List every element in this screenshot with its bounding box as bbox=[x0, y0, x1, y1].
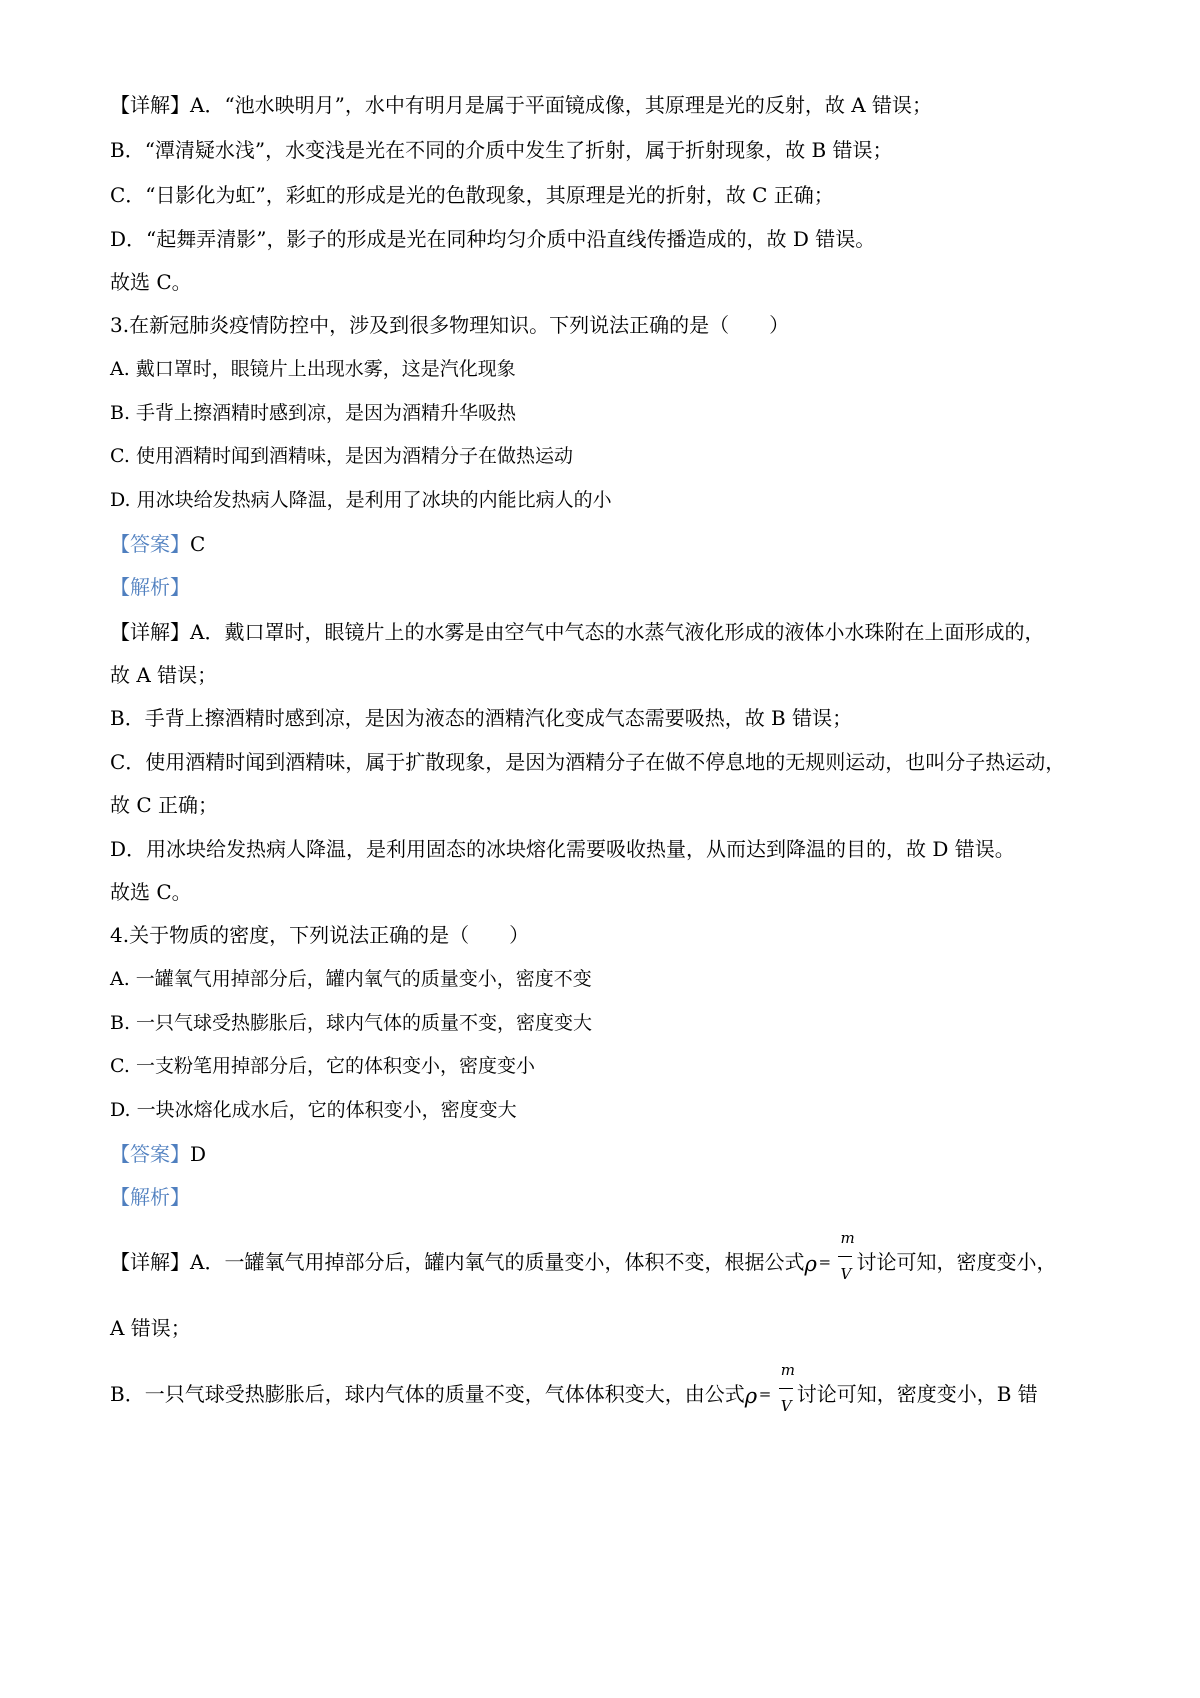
text-segment: 【详解】A．一罐氧气用掉部分后，罐内氧气的质量变小，体积不变，根据公式 bbox=[110, 1250, 805, 1274]
text-line: 故选 C。 bbox=[110, 880, 192, 904]
question-3-stem: 3.在新冠肺炎疫情防控中，涉及到很多物理知识。下列说法正确的是（ ） bbox=[110, 313, 790, 337]
density-formula bbox=[744, 1361, 797, 1415]
fraction-denominator: V bbox=[840, 1265, 852, 1283]
question-4-stem: 4.关于物质的密度，下列说法正确的是（ ） bbox=[110, 923, 530, 947]
option-c: C. 一支粉笔用掉部分后，它的体积变小，密度变小 bbox=[110, 1055, 535, 1077]
text-segment: 讨论可知，密度变小， bbox=[856, 1250, 1057, 1274]
option-d: D. 用冰块给发热病人降温，是利用了冰块的内能比病人的小 bbox=[110, 489, 612, 511]
option-a: A. 戴口罩时，眼镜片上出现水雾，这是汽化现象 bbox=[110, 358, 516, 380]
option-b: B. 手背上擦酒精时感到凉，是因为酒精升华吸热 bbox=[110, 402, 517, 424]
text-line: A 错误； bbox=[110, 1316, 191, 1340]
text-segment: B．一只气球受热膨胀后，球内气体的质量不变，气体体积变大，由公式 bbox=[110, 1382, 745, 1406]
text-line-with-formula bbox=[110, 1229, 1057, 1283]
rho-symbol: ρ bbox=[804, 1252, 817, 1276]
text-line: C．“日影化为虹”，彩虹的形成是光的色散现象，其原理是光的折射，故 C 正确； bbox=[110, 183, 834, 207]
text-line: C．使用酒精时闻到酒精味，属于扩散现象，是因为酒精分子在做不停息地的无规则运动，也叫分子热运动， bbox=[110, 750, 1066, 774]
text-segment: 讨论可知，密度变小，B 错 bbox=[796, 1382, 1038, 1406]
text-line: D．用冰块给发热病人降温，是利用固态的冰块熔化需要吸收热量，从而达到降温的目的，故 D 错误。 bbox=[110, 837, 1015, 861]
option-c: C. 使用酒精时闻到酒精味，是因为酒精分子在做热运动 bbox=[110, 445, 573, 467]
text-line: 故 C 正确； bbox=[110, 793, 219, 817]
answer-line bbox=[110, 1141, 206, 1167]
text-line: 故 A 错误； bbox=[110, 663, 218, 687]
answer-value: C bbox=[190, 532, 206, 556]
equals-sign: = bbox=[818, 1253, 832, 1271]
fraction-numerator: m bbox=[780, 1361, 795, 1379]
text-line: D．“起舞弄清影”，影子的形成是光在同种均匀介质中沿直线传播造成的，故 D 错误。 bbox=[110, 227, 876, 251]
fraction-bar bbox=[779, 1388, 793, 1389]
text-line: B．“潭清疑水浅”，水变浅是光在不同的介质中发生了折射，属于折射现象，故 B 错误； bbox=[110, 138, 893, 162]
answer-line bbox=[110, 531, 205, 557]
equals-sign: = bbox=[758, 1385, 772, 1403]
text-line: B．手背上擦酒精时感到凉，是因为液态的酒精汽化变成气态需要吸热，故 B 错误； bbox=[110, 706, 853, 730]
rho-symbol: ρ bbox=[744, 1384, 758, 1408]
option-b: B. 一只气球受热膨胀后，球内气体的质量不变，密度变大 bbox=[110, 1012, 593, 1034]
analysis-tag: 【解析】 bbox=[110, 1185, 190, 1209]
fraction-numerator: m bbox=[840, 1229, 855, 1247]
answer-value: D bbox=[190, 1142, 207, 1166]
option-d: D. 一块冰熔化成水后，它的体积变小，密度变大 bbox=[110, 1099, 517, 1121]
option-a: A. 一罐氧气用掉部分后，罐内氧气的质量变小，密度不变 bbox=[110, 968, 592, 990]
answer-tag: 【答案】 bbox=[110, 532, 190, 556]
text-line: 【详解】A．戴口罩时，眼镜片上的水雾是由空气中气态的水蒸气液化形成的液体小水珠附在上面形成的， bbox=[110, 620, 1045, 644]
text-line: 【详解】A．“池水映明月”，水中有明月是属于平面镜成像，其原理是光的反射，故 A 错误； bbox=[110, 93, 933, 117]
answer-tag: 【答案】 bbox=[110, 1142, 190, 1166]
text-line-with-formula bbox=[110, 1361, 1038, 1415]
analysis-tag: 【解析】 bbox=[110, 575, 190, 599]
text-line: 故选 C。 bbox=[110, 270, 192, 294]
fraction-bar bbox=[838, 1256, 852, 1257]
fraction-denominator: V bbox=[780, 1397, 792, 1415]
density-formula bbox=[804, 1229, 856, 1283]
